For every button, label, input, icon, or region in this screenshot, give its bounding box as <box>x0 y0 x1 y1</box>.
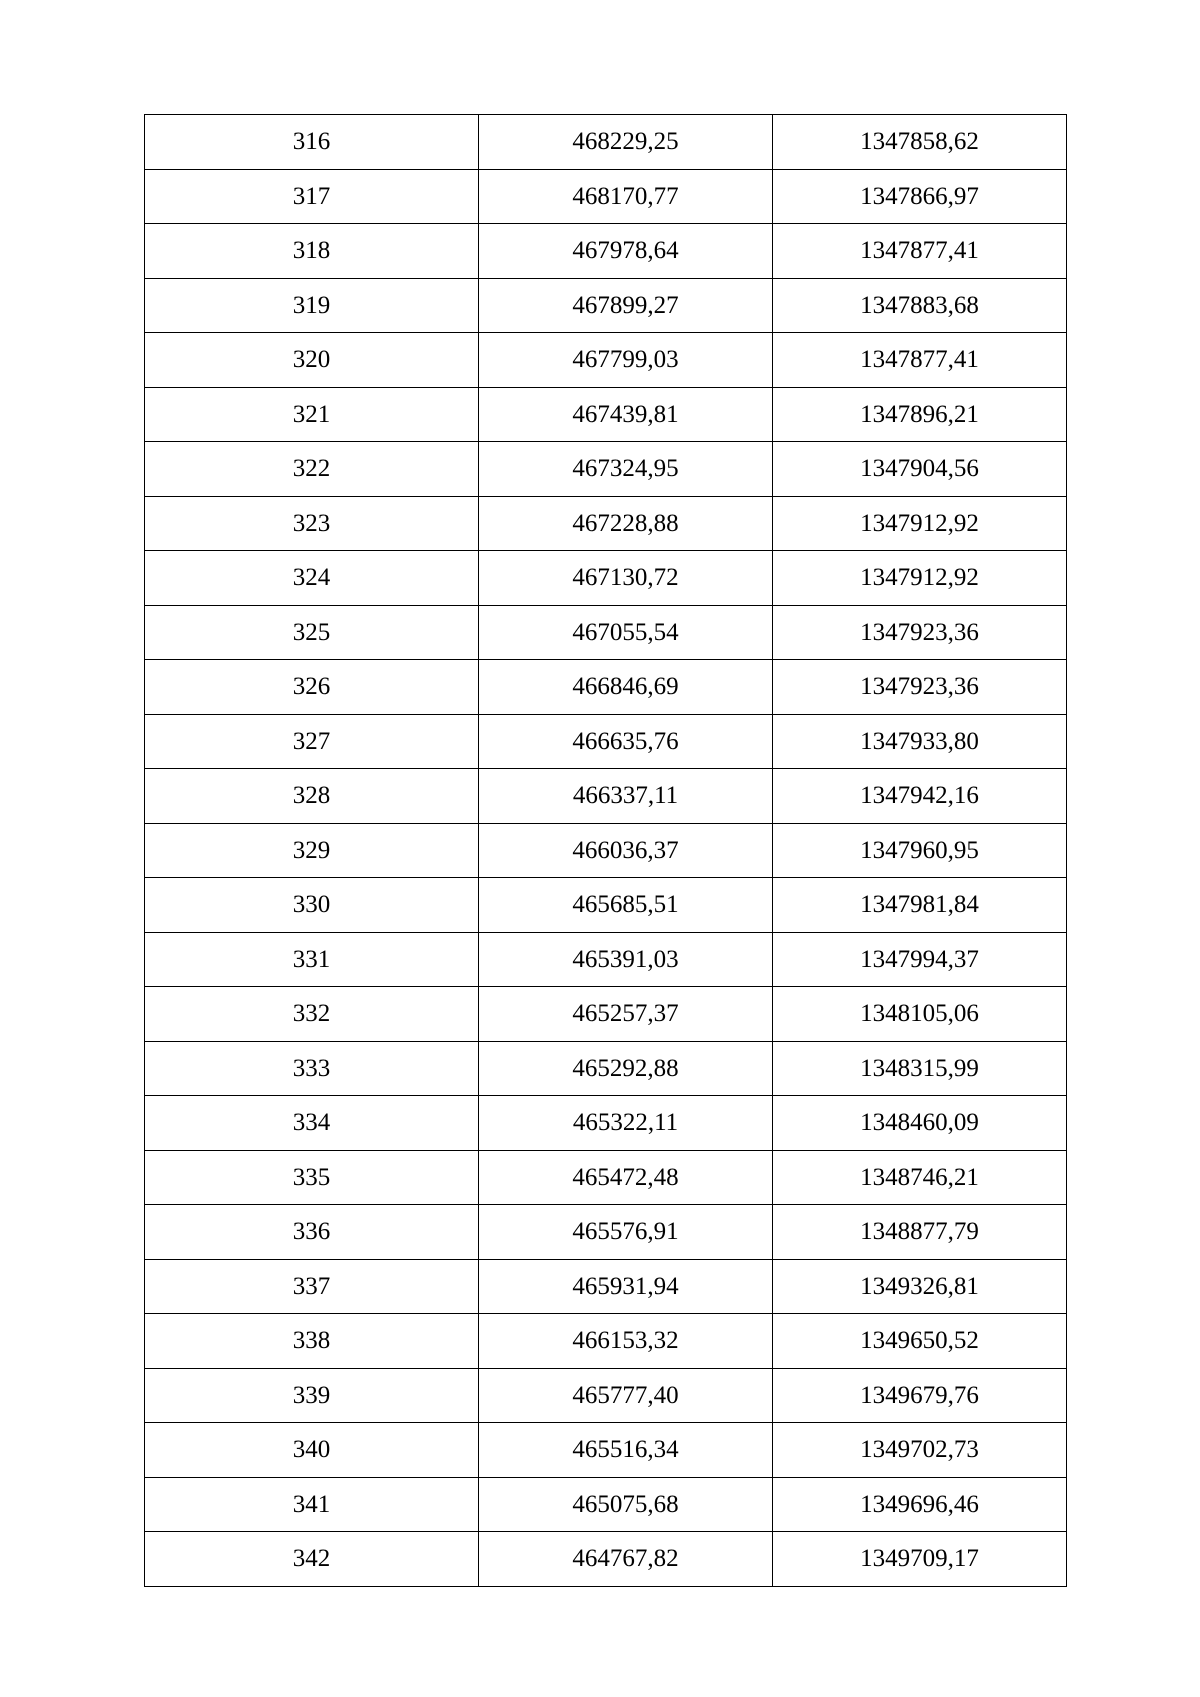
point-number-cell: 324 <box>145 551 479 606</box>
point-number-cell: 325 <box>145 605 479 660</box>
x-coordinate-cell: 466635,76 <box>479 714 773 769</box>
table-row <box>145 1259 1067 1314</box>
x-coordinate-cell: 467055,54 <box>479 605 773 660</box>
x-coordinate-cell: 467899,27 <box>479 278 773 333</box>
y-coordinate-cell: 1349696,46 <box>773 1477 1067 1532</box>
y-coordinate-cell: 1347912,92 <box>773 496 1067 551</box>
table-row <box>145 878 1067 933</box>
x-coordinate-cell: 467799,03 <box>479 333 773 388</box>
table-row <box>145 714 1067 769</box>
table-row <box>145 1314 1067 1369</box>
coordinates-table-body <box>145 115 1067 1587</box>
table-row <box>145 442 1067 497</box>
x-coordinate-cell: 464767,82 <box>479 1532 773 1587</box>
y-coordinate-cell: 1347981,84 <box>773 878 1067 933</box>
point-number-cell: 322 <box>145 442 479 497</box>
point-number-cell: 333 <box>145 1041 479 1096</box>
point-number-cell: 336 <box>145 1205 479 1260</box>
y-coordinate-cell: 1348746,21 <box>773 1150 1067 1205</box>
table-row <box>145 115 1067 170</box>
point-number-cell: 340 <box>145 1423 479 1478</box>
y-coordinate-cell: 1347904,56 <box>773 442 1067 497</box>
y-coordinate-cell: 1348877,79 <box>773 1205 1067 1260</box>
table-row <box>145 1368 1067 1423</box>
table-row <box>145 169 1067 224</box>
point-number-cell: 342 <box>145 1532 479 1587</box>
point-number-cell: 321 <box>145 387 479 442</box>
point-number-cell: 318 <box>145 224 479 279</box>
table-row <box>145 987 1067 1042</box>
y-coordinate-cell: 1347877,41 <box>773 333 1067 388</box>
y-coordinate-cell: 1348315,99 <box>773 1041 1067 1096</box>
point-number-cell: 332 <box>145 987 479 1042</box>
x-coordinate-cell: 465391,03 <box>479 932 773 987</box>
x-coordinate-cell: 465472,48 <box>479 1150 773 1205</box>
x-coordinate-cell: 465292,88 <box>479 1041 773 1096</box>
point-number-cell: 317 <box>145 169 479 224</box>
x-coordinate-cell: 467130,72 <box>479 551 773 606</box>
table-row <box>145 387 1067 442</box>
table-row <box>145 1423 1067 1478</box>
point-number-cell: 338 <box>145 1314 479 1369</box>
y-coordinate-cell: 1347896,21 <box>773 387 1067 442</box>
table-row <box>145 1041 1067 1096</box>
table-row <box>145 1096 1067 1151</box>
y-coordinate-cell: 1349326,81 <box>773 1259 1067 1314</box>
x-coordinate-cell: 466153,32 <box>479 1314 773 1369</box>
y-coordinate-cell: 1347923,36 <box>773 605 1067 660</box>
table-row <box>145 932 1067 987</box>
x-coordinate-cell: 465931,94 <box>479 1259 773 1314</box>
table-row <box>145 605 1067 660</box>
point-number-cell: 316 <box>145 115 479 170</box>
x-coordinate-cell: 465685,51 <box>479 878 773 933</box>
y-coordinate-cell: 1348460,09 <box>773 1096 1067 1151</box>
point-number-cell: 341 <box>145 1477 479 1532</box>
point-number-cell: 337 <box>145 1259 479 1314</box>
table-row <box>145 496 1067 551</box>
y-coordinate-cell: 1347960,95 <box>773 823 1067 878</box>
y-coordinate-cell: 1347912,92 <box>773 551 1067 606</box>
x-coordinate-cell: 468229,25 <box>479 115 773 170</box>
table-row <box>145 224 1067 279</box>
y-coordinate-cell: 1347933,80 <box>773 714 1067 769</box>
point-number-cell: 319 <box>145 278 479 333</box>
point-number-cell: 327 <box>145 714 479 769</box>
point-number-cell: 330 <box>145 878 479 933</box>
y-coordinate-cell: 1347923,36 <box>773 660 1067 715</box>
y-coordinate-cell: 1349679,76 <box>773 1368 1067 1423</box>
coordinates-table <box>144 114 1067 1587</box>
table-row <box>145 333 1067 388</box>
table-row <box>145 660 1067 715</box>
x-coordinate-cell: 466337,11 <box>479 769 773 824</box>
x-coordinate-cell: 467978,64 <box>479 224 773 279</box>
y-coordinate-cell: 1348105,06 <box>773 987 1067 1042</box>
point-number-cell: 326 <box>145 660 479 715</box>
table-row <box>145 1205 1067 1260</box>
x-coordinate-cell: 465576,91 <box>479 1205 773 1260</box>
table-row <box>145 1532 1067 1587</box>
table-row <box>145 551 1067 606</box>
y-coordinate-cell: 1349702,73 <box>773 1423 1067 1478</box>
y-coordinate-cell: 1347994,37 <box>773 932 1067 987</box>
y-coordinate-cell: 1349650,52 <box>773 1314 1067 1369</box>
point-number-cell: 320 <box>145 333 479 388</box>
point-number-cell: 329 <box>145 823 479 878</box>
table-row <box>145 823 1067 878</box>
x-coordinate-cell: 467228,88 <box>479 496 773 551</box>
point-number-cell: 335 <box>145 1150 479 1205</box>
point-number-cell: 334 <box>145 1096 479 1151</box>
table-row <box>145 1150 1067 1205</box>
x-coordinate-cell: 465075,68 <box>479 1477 773 1532</box>
table-row <box>145 769 1067 824</box>
y-coordinate-cell: 1347858,62 <box>773 115 1067 170</box>
y-coordinate-cell: 1347942,16 <box>773 769 1067 824</box>
x-coordinate-cell: 467324,95 <box>479 442 773 497</box>
table-row <box>145 1477 1067 1532</box>
x-coordinate-cell: 465257,37 <box>479 987 773 1042</box>
x-coordinate-cell: 466036,37 <box>479 823 773 878</box>
y-coordinate-cell: 1347883,68 <box>773 278 1067 333</box>
x-coordinate-cell: 465322,11 <box>479 1096 773 1151</box>
x-coordinate-cell: 465777,40 <box>479 1368 773 1423</box>
y-coordinate-cell: 1349709,17 <box>773 1532 1067 1587</box>
point-number-cell: 331 <box>145 932 479 987</box>
x-coordinate-cell: 467439,81 <box>479 387 773 442</box>
point-number-cell: 339 <box>145 1368 479 1423</box>
x-coordinate-cell: 465516,34 <box>479 1423 773 1478</box>
y-coordinate-cell: 1347877,41 <box>773 224 1067 279</box>
point-number-cell: 328 <box>145 769 479 824</box>
point-number-cell: 323 <box>145 496 479 551</box>
x-coordinate-cell: 468170,77 <box>479 169 773 224</box>
y-coordinate-cell: 1347866,97 <box>773 169 1067 224</box>
table-row <box>145 278 1067 333</box>
x-coordinate-cell: 466846,69 <box>479 660 773 715</box>
